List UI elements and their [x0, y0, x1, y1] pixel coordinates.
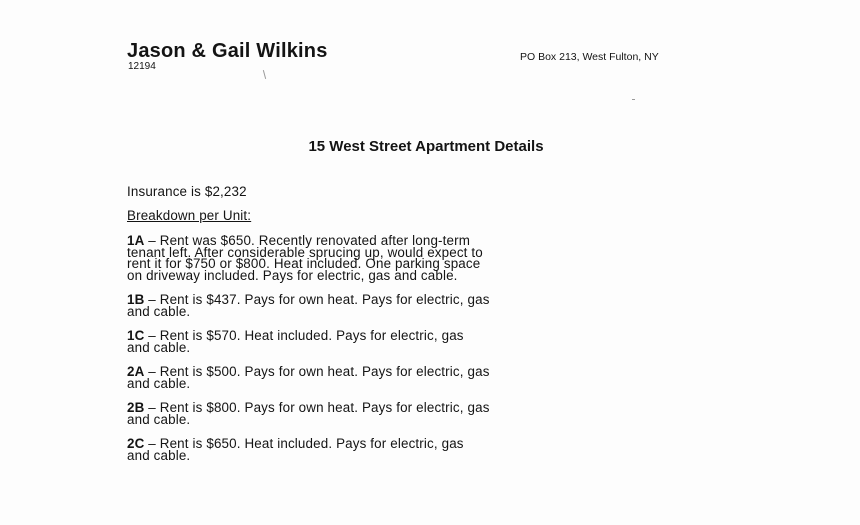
letterhead-address: PO Box 213, West Fulton, NY	[520, 51, 659, 63]
unit-entry-1c	[127, 330, 747, 353]
unit-entry-2c	[127, 438, 747, 461]
unit-code: 2B	[127, 400, 145, 415]
unit-entry-2b	[127, 402, 747, 425]
unit-line	[127, 438, 747, 450]
unit-line	[127, 330, 747, 342]
unit-line	[127, 366, 747, 378]
breakdown-heading: Breakdown per Unit:	[127, 208, 252, 223]
unit-text: – Rent is $800. Pays for own heat. Pays for electric, gas	[144, 400, 490, 415]
unit-line: and cable.	[127, 303, 191, 319]
unit-text: – Rent is $650. Heat included. Pays for electric, gas	[144, 436, 464, 451]
unit-line: rent it for $750 or $800. Heat included. One parking space	[127, 256, 481, 272]
unit-text: – Rent is $500. Pays for own heat. Pays for electric, gas	[144, 364, 490, 379]
unit-line: and cable.	[127, 375, 191, 391]
unit-line: and cable.	[127, 339, 191, 355]
unit-line	[127, 402, 747, 414]
unit-code: 1A	[127, 233, 145, 248]
unit-line: on driveway included. Pays for electric, gas and cable.	[127, 267, 458, 283]
unit-line	[127, 294, 747, 306]
letterhead-name: Jason & Gail Wilkins	[127, 40, 328, 62]
letterhead-zip: 12194	[128, 61, 156, 72]
scan-speck	[263, 70, 266, 79]
unit-code: 1B	[127, 292, 145, 307]
unit-entry-2a	[127, 366, 747, 389]
document-title: 15 West Street Apartment Details	[308, 138, 544, 155]
unit-entry-1b	[127, 294, 747, 317]
unit-code: 1C	[127, 328, 145, 343]
unit-code: 2C	[127, 436, 145, 451]
unit-text: – Rent was $650. Recently renovated after long-term	[144, 233, 471, 248]
unit-text: – Rent is $570. Heat included. Pays for electric, gas	[144, 328, 464, 343]
insurance-line: Insurance is $2,232	[127, 184, 247, 199]
scan-speck	[632, 99, 635, 100]
unit-code: 2A	[127, 364, 145, 379]
unit-line: and cable.	[127, 411, 191, 427]
unit-line: tenant left. After considerable sprucing up, would expect to	[127, 244, 483, 260]
unit-entry-1a	[127, 235, 747, 281]
unit-text: – Rent is $437. Pays for own heat. Pays for electric, gas	[144, 292, 490, 307]
unit-line: and cable.	[127, 447, 191, 463]
